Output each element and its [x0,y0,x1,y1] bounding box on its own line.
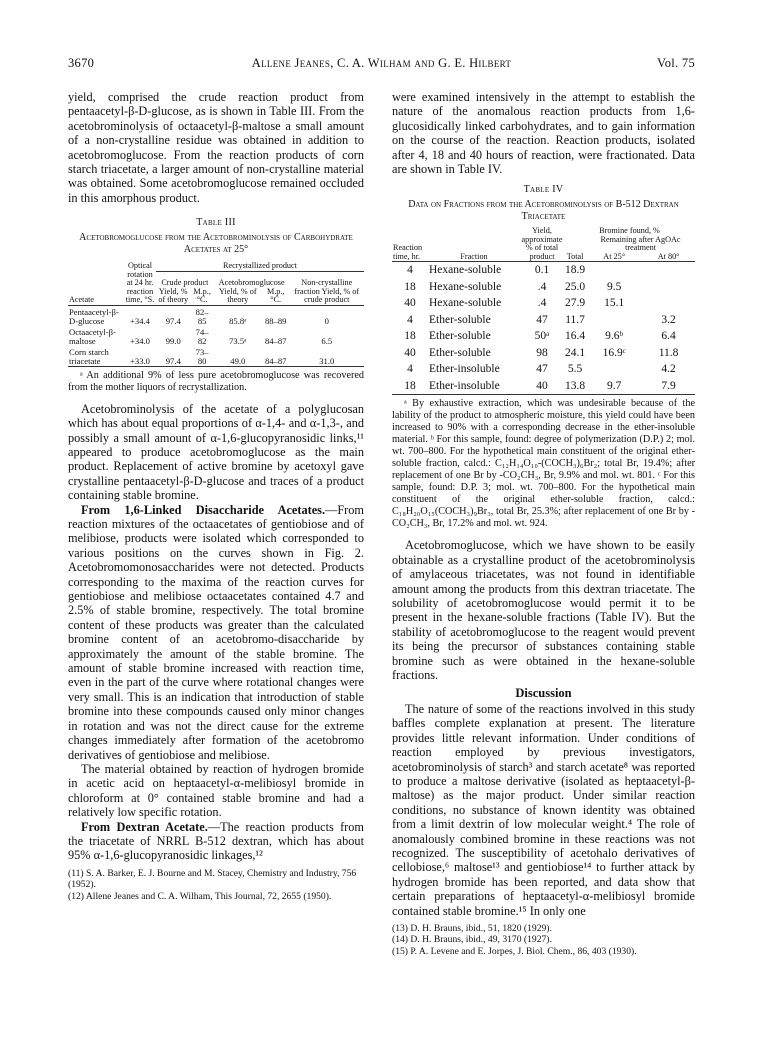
paragraph: were examined intensively in the attempt to establish the nature of the anomalous reaction products from 1,6-glucosidically linked carbohydrates, and to gain information on the course of the reaction. Reaction products, isolated after 4, 18 and 40 hours of reaction, were fractionated. Data are shown in Table IV. [392,90,695,177]
table-iii [68,262,364,367]
right-column [392,90,695,957]
section-heading: Discussion [515,685,572,700]
table-row: 40 Hexane-soluble .4 27.9 15.1 [404,297,625,310]
table-label: Table III [196,217,236,229]
col-recrystallized: Recrystallized product [156,262,364,271]
table-row: Corn starch triacetate +33.0 97.4 73–80 49.0 84–87 31.0 [69,346,335,366]
table-row: 18 Ether-soluble 50ᵃ 16.4 9.6ᵇ 6.4 [404,330,676,343]
col-noncrystalline: Non-crystalline fraction Yield, % of crude product [294,278,360,305]
table-row: 4 Ether-soluble 47 11.7 3.2 [407,313,676,326]
col-bromine-found: Bromine found, % [599,226,660,236]
section-run-in-heading: From 1,6-Linked Disaccharide Acetates. [81,502,326,517]
col-crude-yield: Yield, % of theory [158,286,189,305]
col-aceto-mp: M.p., °C. [266,286,285,305]
table-iv [392,227,695,395]
footnote-references [392,923,695,957]
page-number: 3670 [68,56,95,70]
table-row: 4 Ether-insoluble 47 5.5 4.2 [407,363,676,376]
reference: (14) D. H. Brauns, ibid., 49, 3170 (1927). [392,934,552,946]
paragraph: Acetobromoglucose, which we have shown to be easily obtainable as a crystalline product of the acetobrominolysis of amylaceous triacetates, was not found in identifiable amount among the products from this dextran triacetate. The solubility of acetobromoglucose would permit it to be present in the hexane-soluble fractions (Table IV). But the stability of acetobromoglucose to the reagent would prevent its being the precursor of substances containing stable bromine such as were obtained in the hexane-soluble fractions. [392,538,695,683]
paragraph: yield, comprised the crude reaction product from pentaacetyl-β-D-glucose, as is shown in Table III. From the acetobrominolysis of octaacetyl-β-maltose a small amount of a non-crystalline residue was obtained in addition to acetobromoglucose. From the reaction products of corn starch triacetate, a larger amount of non-crystalline material was obtained. Some acetobromoglucose remained occluded in this amorphous product. [68,90,364,205]
paragraph: Acetobrominolysis of the acetate of a polyglucosan which has about equal proportions of α-1,4- and α-1,3-, and possibly a small amount of α-1,6-glucopyranosidic links,¹¹ appeared to produce acetobromoglucose as the main product. Replacement of active bromine by acetoxyl gave crystalline pentaacetyl-β-D-glucose and traces of a product containing stable bromine. [68,401,364,503]
paragraph: From 1,6-Linked Disaccharide Acetates.—From reaction mixtures of the octaacetates of gentiobiose and of melibiose, products were isolated which corresponded to various positions on the curves shown in Fig. 2. Acetobromomonosaccharides were not detected. Products corresponding to the maxima of the reaction curves for gentiobiose and melibiose octaacetates contained 4.7 and 2.5% of stable bromine, respectively. The total bromine content of these products was greater than the calculated bromine content of an acetobromo-disaccharide by approximately the amount of the stable bromine. The amount of stable bromine increased with reaction time, even in the part of the curve where rotational changes were very small. This is an indication that introduction of stable bromine into these compounds caused only minor changes in rotation and was not the direct cause for the extreme changes immediately after formation of the acetobromo derivatives of gentiobiose and melibiose. [68,502,364,762]
col-yield: Yield, approximate % of total product [521,226,563,261]
paragraph: From Dextran Acetate.—The reaction products from the triacetate of NRRL B-512 dextran, which has about 95% α-1,6-glucopyranosidic linkages,¹² [68,819,364,863]
col-optical-rotation: Optical rotation at 24 hr. reaction time, °S. [125,261,155,305]
section-run-in-heading: From Dextran Acetate. [81,819,208,834]
table-title: Data on Fractions from the Acetobrominolysis of B-512 Dextran Triacetate [408,199,679,223]
footnote-references [68,868,364,902]
table-row: 18 Ether-insoluble 40 13.8 9.7 7.9 [404,379,676,392]
col-aceto-yield: Yield, % of theory [219,286,257,305]
col-fraction: Fraction [460,251,488,261]
table-row: Octaacetyl-β-maltose +34.0 99.0 74–82 73.5ᵃ 84–87 6.5 [69,326,333,346]
col-remaining: Remaining after AgOAc treatment [600,234,681,253]
table-row: 40 Ether-soluble 98 24.1 16.9ᶜ 11.8 [404,346,679,359]
table-row: 18 Hexane-soluble .4 25.0 9.5 [404,280,622,293]
table-row: 4 Hexane-soluble 0.1 18.9 [407,264,586,277]
volume-label: Vol. 75 [657,56,695,70]
table-title: Acetobromoglucose from the Acetobrominolysis of Carbohydrate Acetates at 25° [79,232,353,256]
table-row: Pentaacetyl-β-D-glucose +34.4 97.4 82–85 85.8ᵃ 88–89 0 [69,306,329,326]
reference: (11) S. A. Barker, E. J. Bourne and M. Stacey, Chemistry and Industry, 756 (1952). [68,867,357,891]
col-at-80: At 80° [657,251,680,261]
table-footnote: ᵃ By exhaustive extraction, which was undesirable because of the lability of the product to atmospheric moisture, this yield could have been increased to 90% with a corresponding decrease in the ether-insoluble material. ᵇ For this sample, found: degree of polymerization (D.P.) 2; mol. wt. 700–800. For the hypothetical main constituent of the original ether-soluble fraction, calcd.: C₁₂H₁₄O₁₀-(COCH₃)₆Br₂; total Br, 19.4%; after replacement of one Br by -CO₂CH₃, Br, 9.9% and mol. wt. 801. ᶜ For this sample, found: D.P. 3; mol. wt. 700–800. For the hypothetical main constituent of the original ether-soluble fraction, calcd.: C₁₈H₂₀O₁₅(COCH₃)₉Br₃, total Br, 25.3%; after replacement of one Br by -CO₂CH₃, Br, 17.2% and mol. wt. 924. [392,398,695,530]
col-total: Total [566,251,584,261]
table-label: Table IV [523,184,564,196]
running-header [68,56,695,72]
reference: (12) Allene Jeanes and C. A. Wilham, This Journal, 72, 2655 (1950). [68,890,332,902]
reference: (15) P. A. Levene and E. Jorpes, J. Biol. Chem., 86, 403 (1930). [392,945,637,957]
paragraph: The material obtained by reaction of hydrogen bromide in acetic acid on heptaacetyl-α-melibiosyl bromide in chloroform at 0° contained stable bromine and had a relatively low specific rotation. [68,761,364,820]
col-crude-mp: M.p., °C. [193,286,211,305]
col-reaction-time: Reaction time, hr. [393,243,423,261]
col-crude: Crude product [161,278,209,288]
col-at-25: At 25° [603,251,625,261]
paragraph: The nature of some of the reactions involved in this study baffles complete explanation at present. The literature provides little relevant information. Under conditions of reaction employed by previous investigators, acetobrominolysis of starch³ and starch acetate⁸ was reported to produce a maltose derivative (isolated as heptaacetyl-β-maltose) as the major product. Under similar reaction conditions, no substance of known identity was obtained from a limit dextrin of low molecular weight.⁴ The role of anomalously combined bromine in these reactions was not recognized. The susceptibility of acetohalo derivatives of cellobiose,⁶ maltose¹³ and gentiobiose¹⁴ to further attack by hydrogen bromide has been reported, and data show that certain preparations of heptaacetyl-α-melibiosyl bromide contained stable bromine.¹⁵ In only one [392,701,695,918]
header-authors: Allene Jeanes, C. A. Wilham and G. E. Hilbert [251,56,512,70]
reference: (13) D. H. Brauns, ibid., 51, 1820 (1929). [392,923,552,934]
col-acetate: Acetate [69,295,94,305]
left-column [68,90,364,902]
col-acetobromoglucose: Acetobromoglucose [218,278,285,288]
table-footnote: ᵃ An additional 9% of less pure acetobromoglucose was recovered from the mother liquors of recrystallization. [68,369,364,393]
